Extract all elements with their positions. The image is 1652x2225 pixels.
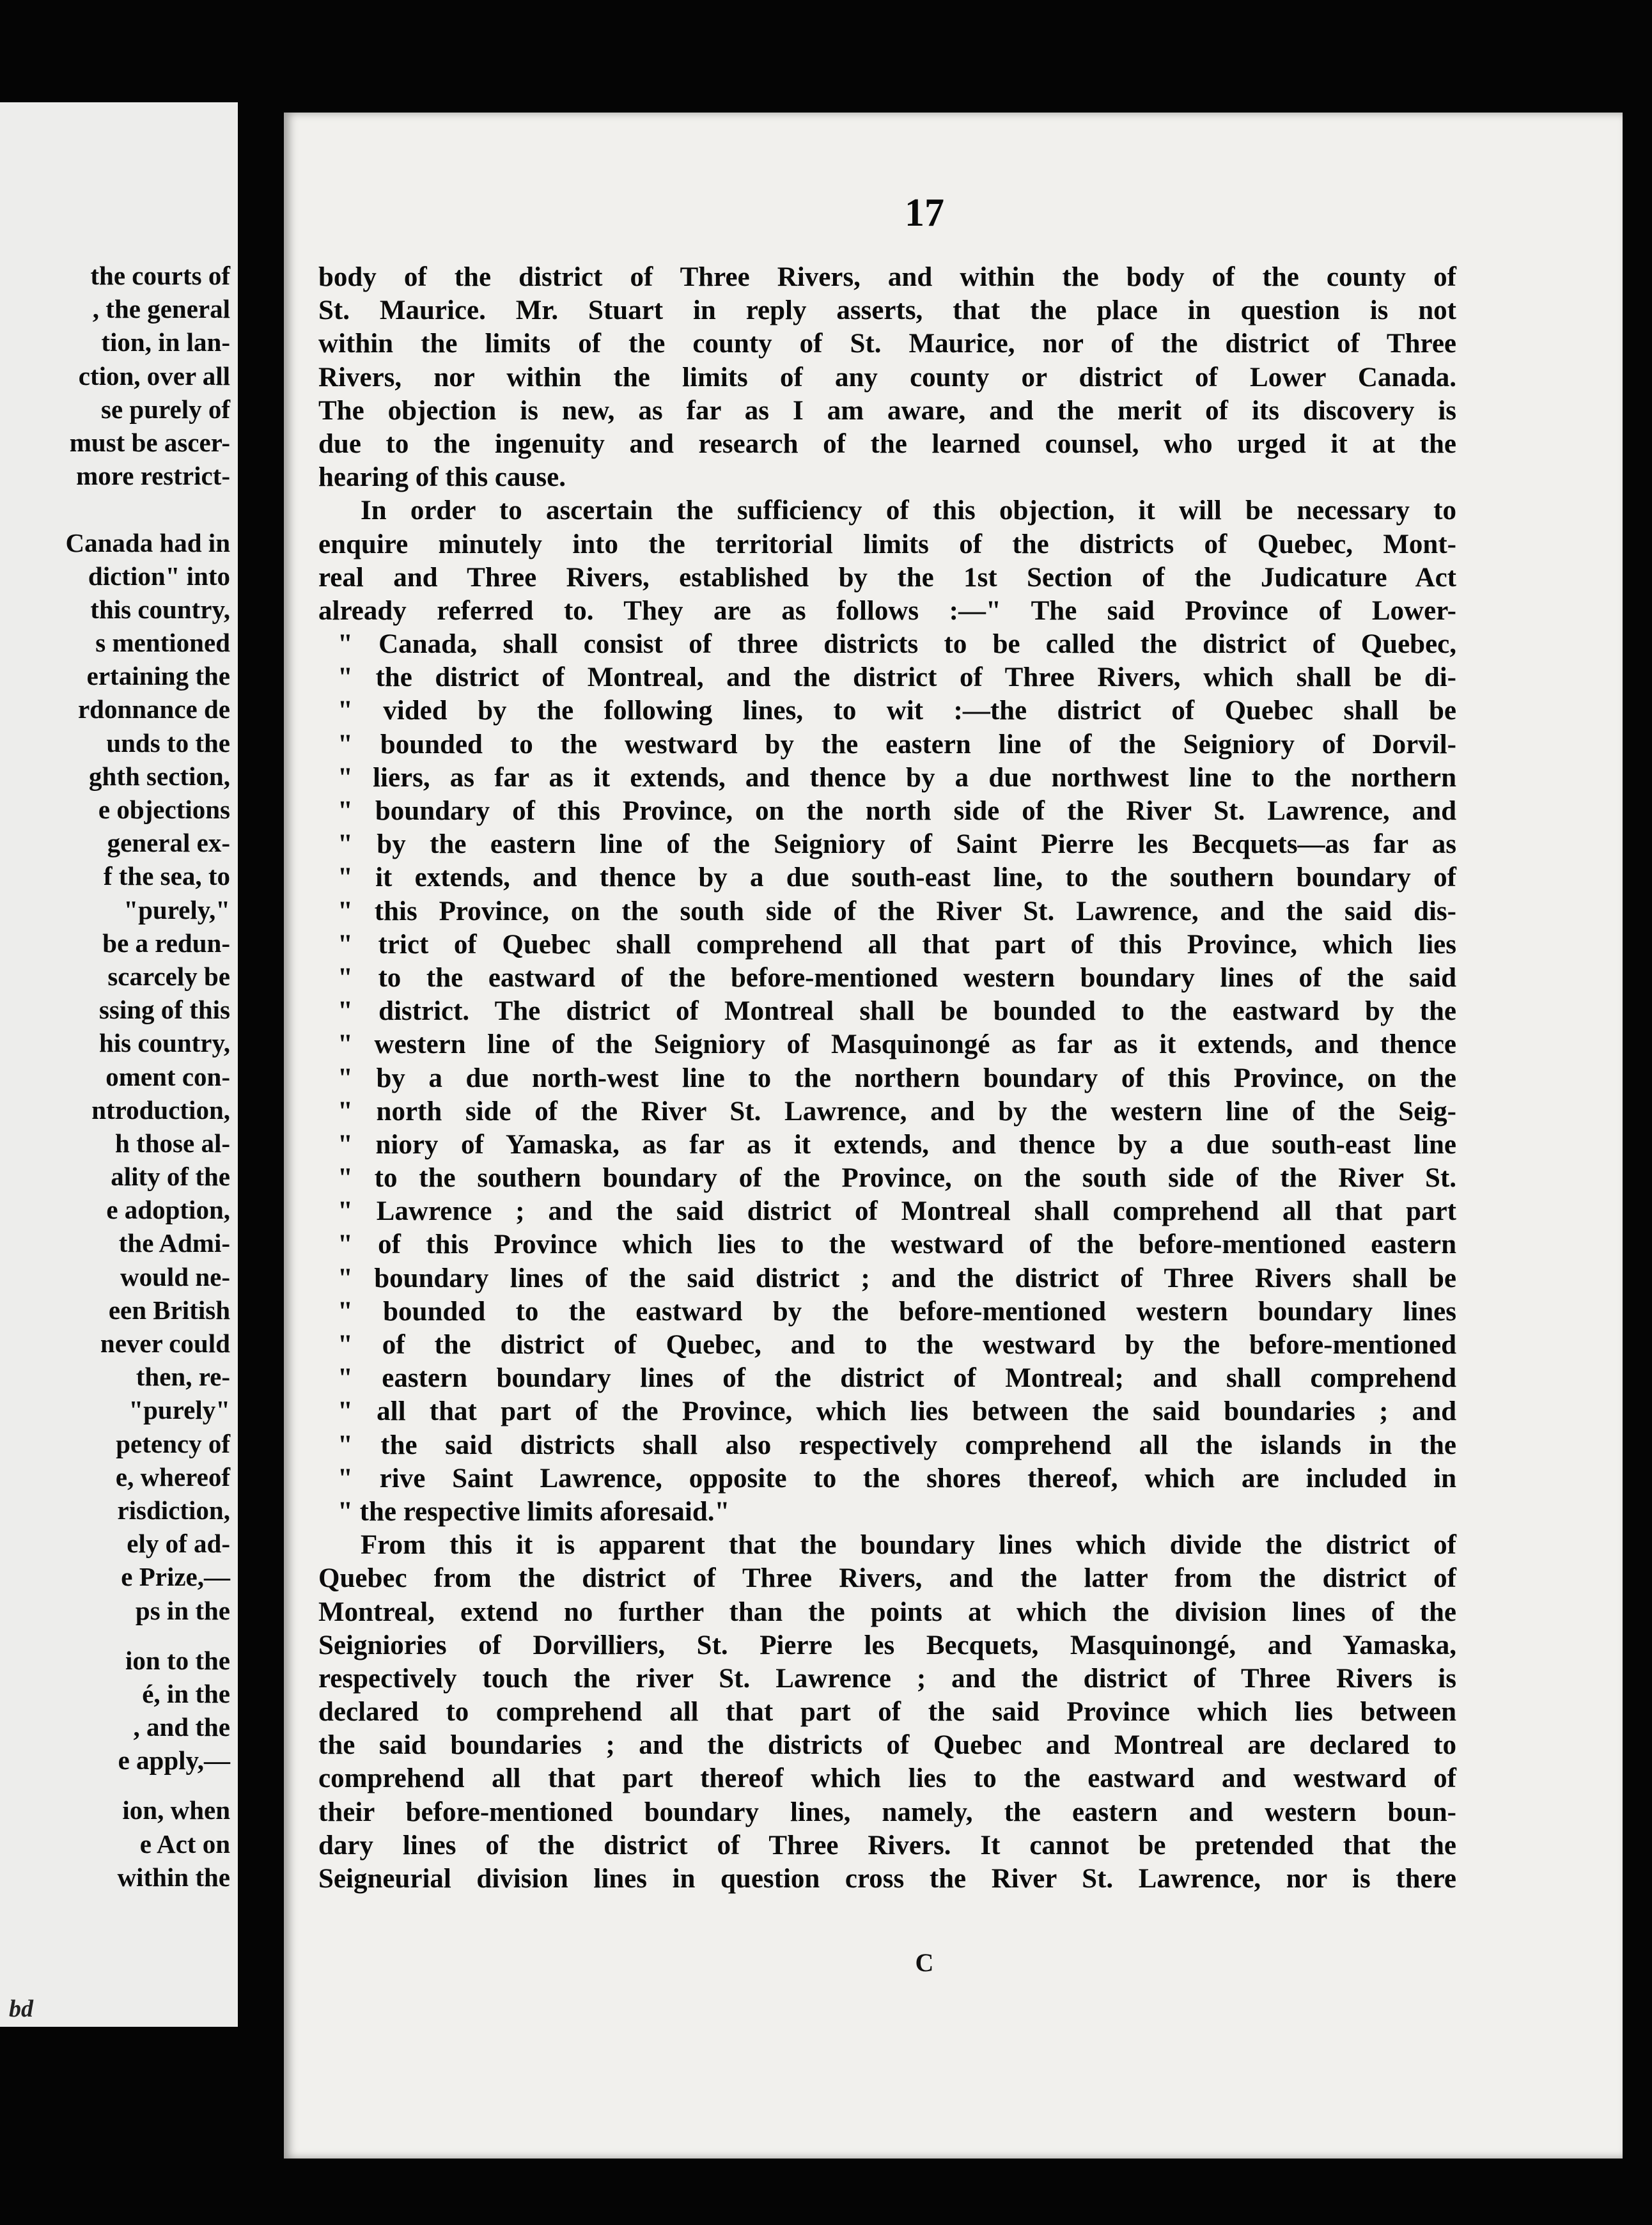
left-page-line: e objections — [98, 795, 230, 824]
body-line: " niory of Yamaska, as far as it extends, and thence by a due south-east line — [338, 1129, 1456, 1160]
left-page-line — [0, 492, 230, 526]
body-line: their before-mentioned boundary lines, namely, the eastern and western boun- — [318, 1797, 1456, 1827]
body-line: " trict of Quebec shall comprehend all that part of this Province, which lies — [338, 929, 1456, 960]
left-page-line: would ne- — [120, 1261, 230, 1292]
body-line: " district. The district of Montreal shall be bounded to the eastward by the — [338, 996, 1456, 1027]
left-page-line: e Act on — [139, 1829, 230, 1859]
left-page-line: "purely," — [123, 894, 230, 925]
left-page-line: e Prize,— — [121, 1562, 230, 1592]
left-page-line: se purely of — [101, 394, 230, 424]
left-page — [0, 102, 242, 2027]
left-page-line: then, re- — [136, 1362, 230, 1392]
body-line: " by a due north-west line to the northern boundary of this Province, on the — [338, 1063, 1456, 1093]
left-page-line: ion to the — [125, 1645, 230, 1675]
left-page-text — [0, 259, 230, 1894]
body-line: comprehend all that part thereof which lies to the eastward and westward of — [318, 1763, 1456, 1794]
body-line: " the said districts shall also respectively comprehend all the islands in the — [338, 1430, 1456, 1460]
body-line: From this it is apparent that the boundary lines which divide the district of — [361, 1530, 1456, 1561]
left-page-line: rdonnance de — [77, 694, 230, 724]
left-page-line: h those al- — [115, 1128, 230, 1158]
body-line: " north side of the River St. Lawrence, and by the western line of the Seig- — [338, 1096, 1456, 1127]
body-line: enquire minutely into the territorial limits of the districts of Quebec, Mont- — [318, 529, 1456, 559]
left-page-line — [0, 1627, 230, 1644]
left-page-line: the courts of — [90, 261, 230, 290]
body-line: " Lawrence ; and the said district of Montreal shall comprehend all that part — [338, 1196, 1456, 1227]
left-page-line: ction, over all — [78, 361, 230, 391]
body-line: " of this Province which lies to the westward of the before-mentioned eastern — [338, 1230, 1456, 1260]
right-page — [284, 113, 1623, 2159]
left-page-line: ssing of this — [98, 995, 230, 1025]
body-line: " to the southern boundary of the Province, on the south side of the River St. — [338, 1163, 1456, 1194]
body-line: " Canada, shall consist of three districts to be called the district of Quebec, — [338, 629, 1456, 660]
left-page-line: tion, in lan- — [101, 327, 230, 357]
body-line: Seigniories of Dorvilliers, St. Pierre les Becquets, Masquinongé, and Yamaska, — [318, 1630, 1456, 1660]
body-line: " by the eastern line of the Seigniory of Saint Pierre les Becquets—as far as — [338, 829, 1456, 860]
left-page-line: Canada had in — [65, 527, 230, 558]
body-line: The objection is new, as far as I am aware, and the merit of its discovery is — [318, 395, 1456, 426]
left-page-line: more restrict- — [76, 461, 230, 491]
body-line: " the respective limits aforesaid." — [338, 1496, 730, 1527]
left-page-line: e, whereof — [115, 1462, 230, 1492]
body-line: respectively touch the river St. Lawrence ; and the district of Three Rivers is — [318, 1663, 1456, 1694]
body-line: " it extends, and thence by a due south-east line, to the southern boundary of — [338, 863, 1456, 893]
left-page-line: een British — [108, 1295, 230, 1325]
body-line: Seigneurial division lines in question cross the River St. Lawrence, nor is there — [318, 1864, 1456, 1894]
signature-mark: C — [915, 1948, 934, 1977]
body-line: St. Maurice. Mr. Stuart in reply asserts, that the place in question is not — [318, 295, 1456, 326]
body-line: " vided by the following lines, to wit :—the district of Quebec shall be — [338, 696, 1456, 726]
body-line: Quebec from the district of Three Rivers, and the latter from the district of — [318, 1563, 1456, 1594]
left-page-line: diction" into — [88, 561, 230, 591]
body-line: " the district of Montreal, and the district of Three Rivers, which shall be di- — [338, 662, 1456, 693]
left-page-line: ion, when — [122, 1795, 230, 1825]
body-line: " eastern boundary lines of the district of Montreal; and shall comprehend — [338, 1363, 1456, 1394]
page-body-text — [318, 261, 1456, 1896]
body-line: " western line of the Seigniory of Masquinongé as far as it extends, and thence — [338, 1029, 1456, 1060]
left-page-line: ality of the — [111, 1162, 230, 1192]
left-page-line: ertaining the — [86, 661, 230, 691]
body-line: declared to comprehend all that part of the said Province which lies between — [318, 1697, 1456, 1728]
body-line: " boundary of this Province, on the north side of the River St. Lawrence, and — [338, 796, 1456, 826]
left-page-line: e adoption, — [106, 1195, 230, 1225]
body-line: within the limits of the county of St. Maurice, nor of the district of Three — [318, 329, 1456, 359]
left-page-line: , the general — [92, 294, 230, 324]
left-page-line: ely of ad- — [127, 1529, 230, 1559]
body-line: body of the district of Three Rivers, and within the body of the county of — [318, 262, 1456, 292]
left-page-line: oment con- — [105, 1061, 230, 1091]
book-gutter — [238, 64, 284, 2078]
left-page-footer: bd — [9, 1995, 33, 2022]
left-page-line: must be ascer- — [69, 427, 230, 457]
body-line: Rivers, nor within the limits of any county or district of Lower Canada. — [318, 362, 1456, 393]
left-page-line: ghth section, — [89, 761, 230, 791]
left-page-line: never could — [100, 1329, 230, 1358]
body-line: " boundary lines of the said district ; and the district of Three Rivers shall be — [338, 1263, 1456, 1293]
left-page-line: "purely" — [129, 1395, 230, 1425]
body-line: " to the eastward of the before-mentioned western boundary lines of the said — [338, 962, 1456, 993]
body-line: In order to ascertain the sufficiency of this objection, it will be necessary to — [361, 496, 1456, 526]
left-page-line — [0, 1777, 230, 1793]
left-page-line: scarcely be — [107, 961, 230, 991]
left-page-line: within the — [117, 1862, 230, 1892]
body-line: " all that part of the Province, which lies between the said boundaries ; and — [338, 1396, 1456, 1427]
left-page-line: , and the — [133, 1712, 230, 1742]
left-page-line: unds to the — [106, 728, 230, 758]
body-line: " bounded to the eastward by the before-mentioned western boundary lines — [338, 1296, 1456, 1327]
body-line: dary lines of the district of Three Rivers. It cannot be pretended that the — [318, 1830, 1456, 1861]
body-line: the said boundaries ; and the districts of Quebec and Montreal are declared to — [318, 1730, 1456, 1761]
body-line: " this Province, on the south side of the River St. Lawrence, and the said dis- — [338, 896, 1456, 926]
body-line: " bounded to the westward by the eastern line of the Seigniory of Dorvil- — [338, 729, 1456, 760]
left-page-line: risdiction, — [117, 1495, 230, 1525]
body-line: hearing of this cause. — [318, 462, 566, 493]
left-page-line: e apply,— — [118, 1745, 230, 1776]
left-page-line: ps in the — [135, 1595, 230, 1625]
body-line: " of the district of Quebec, and to the westward by the before-mentioned — [338, 1330, 1456, 1360]
left-page-line: ntroduction, — [91, 1095, 230, 1125]
body-line: " liers, as far as it extends, and thence by a due northwest line to the northern — [338, 762, 1456, 793]
body-line: due to the ingenuity and research of the learned counsel, who urged it at the — [318, 428, 1456, 459]
left-page-line: be a redun- — [102, 928, 230, 958]
left-page-line: the Admi- — [118, 1228, 230, 1258]
body-line: Montreal, extend no further than the points at which the division lines of the — [318, 1597, 1456, 1627]
body-line: already referred to. They are as follows :—" The said Province of Lower- — [318, 595, 1456, 626]
left-page-line: his country, — [98, 1028, 230, 1058]
left-page-line: this country, — [90, 594, 230, 624]
body-line: real and Three Rivers, established by the 1st Section of the Judicature Act — [318, 562, 1456, 593]
left-page-line: f the sea, to — [103, 861, 230, 891]
page-number: 17 — [905, 191, 944, 235]
left-page-line: s mentioned — [95, 628, 230, 658]
left-page-line: petency of — [116, 1428, 230, 1458]
body-line: " rive Saint Lawrence, opposite to the shores thereof, which are included in — [338, 1463, 1456, 1494]
left-page-line: general ex- — [107, 828, 230, 858]
left-page-line: é, in the — [142, 1678, 230, 1708]
